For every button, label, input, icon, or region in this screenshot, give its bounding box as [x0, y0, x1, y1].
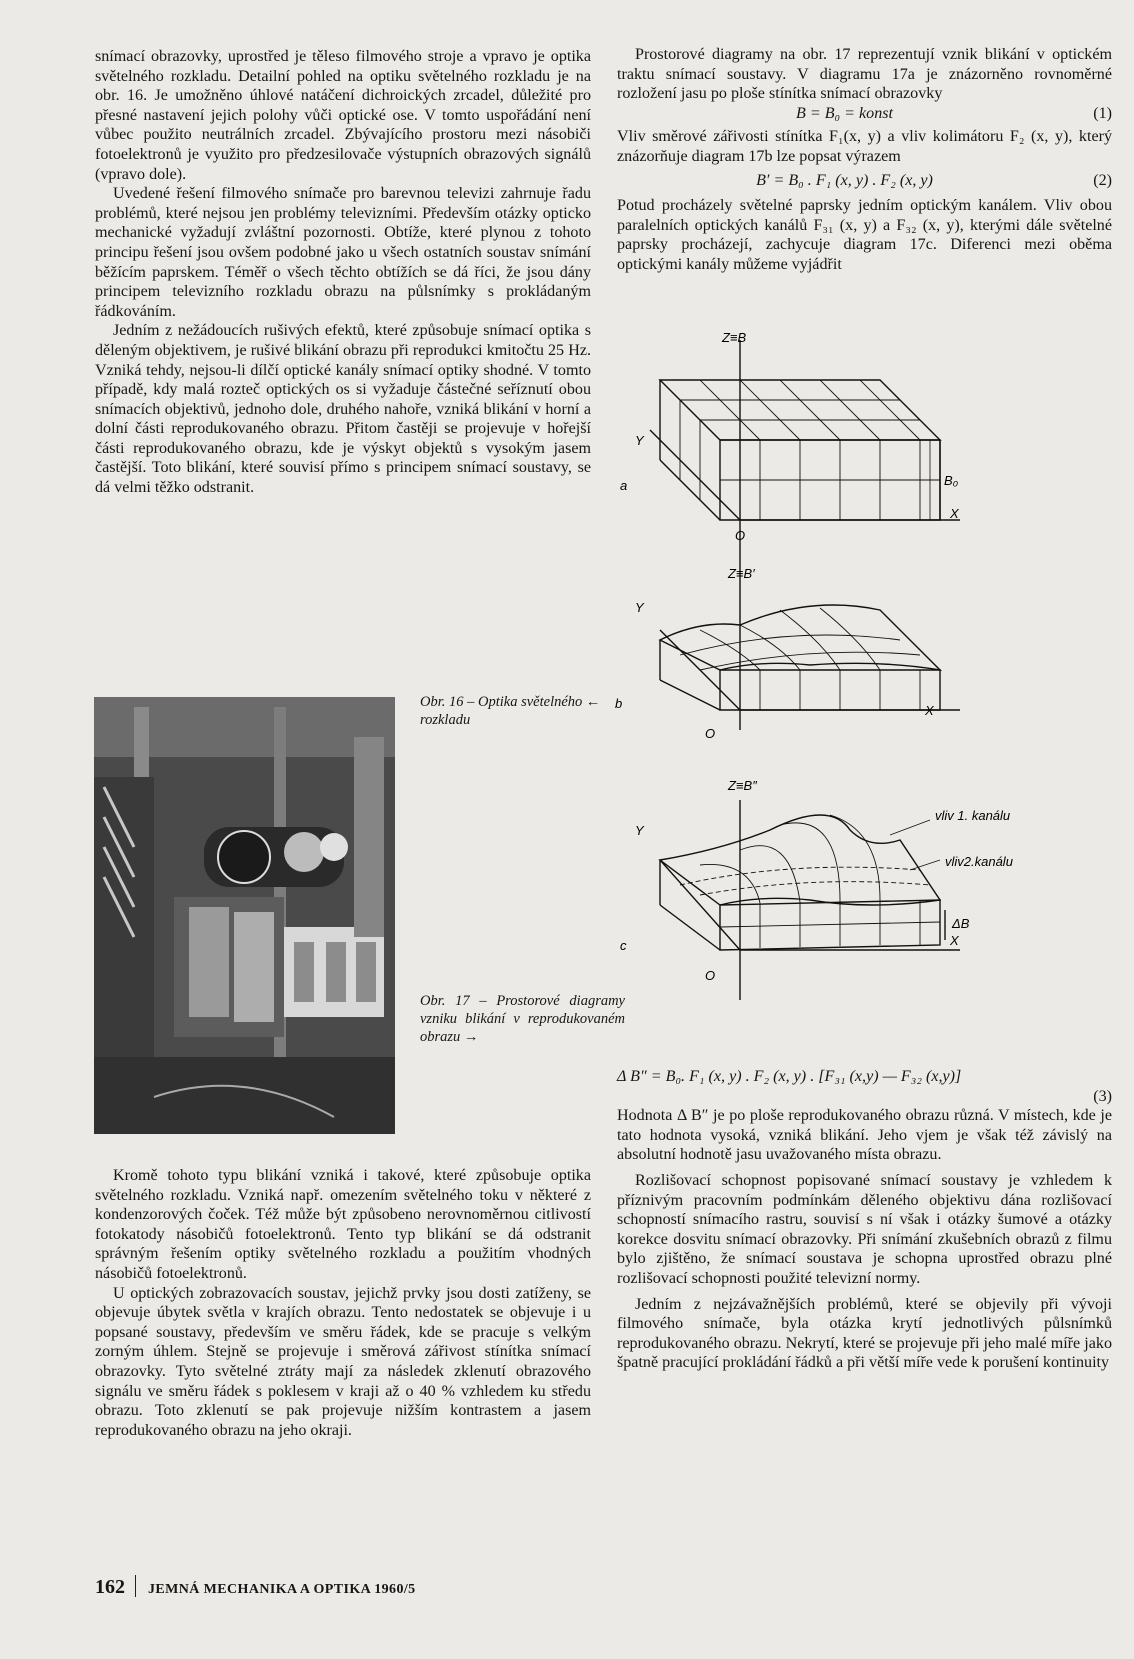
- figure-17-caption: Obr. 17 – Prostorové diagramy vzniku blikání v reprodukovaném obrazu →: [420, 993, 625, 1045]
- paragraph: Rozlišovací schopnost popisované snímací soustavy je vzhledem k příznivým pracovním podmínkám děleného objektivu dána rozlišovací schopností snímacího rastru, souvisí s ní však i otázky šumové a otázky korekce dosvitu snímací obrazovky. Při snímání zkušebních obrazů z filmu bylo zjištěno, že snímací soustava je schopna uprostřed obrazu plné rozlišovací schopnosti použité televizní normy.: [617, 1171, 1112, 1287]
- journal-name: JEMNÁ MECHANIKA A OPTIKA 1960/5: [148, 1582, 416, 1597]
- right-column-bottom: [617, 1067, 1112, 1373]
- diagram-c-delta-b-label: ΔB: [952, 916, 970, 931]
- diagram-c-y-label: Y: [635, 823, 644, 838]
- diagram-c-channel-1-label: vliv 1. kanálu: [935, 808, 1011, 823]
- paragraph: Potud procházely světelné paprsky jedním optickým kanálem. Vliv obou paralelních optických kanálů F₃₁ (x, y) a F₃₂ (x, y), kterými dále světelné paprsky procházejí, zachycuje diagram 17c. Diferenci mezi oběma optickými kanály můžeme vyjádřit: [617, 197, 1112, 273]
- diagram-a-tag: a: [620, 478, 628, 493]
- page-footer: [95, 1575, 416, 1599]
- equation-3: Δ B″ = B₀. F₁ (x, y) . F₂ (x, y) . [F₃₁ (x,y) — F₃₂ (x,y)]: [617, 1068, 962, 1085]
- diagram-a-x-label: X: [950, 506, 959, 521]
- paragraph: Vliv směrové zářivosti stínítka F₁(x, y) a vliv kolimátoru F₂ (x, y), který znázorňuje diagram 17b lze popsat výrazem: [617, 128, 1112, 165]
- figure-16-photo: [94, 697, 395, 1134]
- left-column-bottom: [95, 1166, 591, 1440]
- diagram-c-origin: O: [705, 968, 716, 983]
- diagram-c-tag: c: [620, 938, 627, 953]
- diagram-c-channel-2-label: vliv2.kanálu: [945, 854, 1013, 869]
- equation-1: B = B₀ = konst (1): [795, 104, 1112, 122]
- diagram-a-z-label: Z≡B: [722, 330, 747, 345]
- diagram-b-y-label: Y: [635, 600, 644, 615]
- diagram-a-y-label: Y: [635, 433, 644, 448]
- diagram-b-tag: b: [615, 696, 623, 711]
- equation-3-number: (3): [1093, 1087, 1112, 1105]
- right-column: [617, 45, 1112, 273]
- figure-16-caption: Obr. 16 – Optika světelného ← rozkladu: [420, 694, 601, 728]
- paragraph: Uvedené řešení filmového snímače pro barevnou televizi zahrnuje řadu problémů, které nejsou jen problémy televizními. Především otázky opticko mechanické vyžadují zvláštní pozornosti. Obtíže, které plynou z tohoto principu řešení jsou ovšem podobné jako u všech ostatních soustav snímání běžícím paprskem. Téměř o všech těchto obtížích se dá říci, že jsou dány principem televizního rozkladu obrazu na půlsnímky s prokládaným řádkováním.: [95, 185, 591, 320]
- paragraph: Hodnota Δ B″ je po ploše reprodukovaného obrazu různá. V místech, kde je tato hodnota vysoká, vzniká blikání. Jeho vjem je však též závislý na absolutní hodnotě jasu uvažovaného místa obrazu.: [617, 1107, 1112, 1164]
- paragraph: Kromě tohoto typu blikání vzniká i takové, které způsobuje optika světelného rozkladu. Vzniká např. omezením světelného toku v některé z kondenzorových čoček. Též může být způsobeno nerovnoměrnou citlivostí fotokatody násobičů fotoelektronů. Tento typ blikání se dá odstranit správným řešením optiky světelného rozkladu a použitím vhodných násobičů fotoelektronů.: [95, 1167, 591, 1282]
- paragraph: Jedním z nežádoucích rušivých efektů, které způsobuje snímací optika s děleným objektivem, je rušivé blikání obrazu při reprodukci kmitočtu 25 Hz. Vzniká tehdy, nejsou-li dílčí optické kanály snímací optiky shodné. V tomto případě, kdy malá rozteč optických os si vyžaduje částečné seříznutí obou snímacích objektivů, jednoho dole, druhého nahoře, vzniká blikání v horní a dolní části reprodukovaného obrazu. Přitom častěji se projevuje v hořejší části reprodukovaného obrazu, kde je výskyt objektů s vysokým jasem častější. Toto blikání, které souvisí přímo s principem snímací soustavy, se dá velmi těžko odstranit.: [95, 322, 591, 497]
- diagram-c-x-label: X: [950, 933, 959, 948]
- diagram-b-origin: O: [705, 726, 716, 741]
- paragraph: Jedním z nejzávažnějších problémů, které se objevily při vývoji filmového snímače, byla otázka krytí jednotlivých půlsnímků reprodukovaného obrazu. Nekrytí, které se projevuje při jeho malé míře jako špatně pracující prokládání řádků a při větší míře vede k porušení kontinuity: [617, 1295, 1112, 1372]
- paragraph: U optických zobrazovacích soustav, jejichž prvky jsou dosti zatíženy, se objevuje úbytek světla v krajích obrazu. Tento nedostatek se objevuje i u popsané soustavy, především ve směru řádek, kde se pracuje s velkým zorným úhlem. Stejně se projevuje i směrová zářivost stínítka snímací obrazovky. Tyto světelné ztráty mají za následek zklenutí obrazového signálu ve směru řádek s poklesem v kraji až o 40 % vzhledem ku středu obrazu. Toto zklenutí se pak projevuje nižším kontrastem a jasem reprodukovaného obrazu na jeho okraji.: [95, 1284, 591, 1439]
- diagram-a-b0-label: B₀: [944, 473, 959, 488]
- equation-2: B′ = B₀ . F₁ (x, y) . F₂ (x, y) (2): [756, 171, 1112, 189]
- paragraph: snímací obrazovky, uprostřed je těleso filmového stroje a vpravo je optika světelného rozkladu. Detailní pohled na optiku světelného rozkladu je na obr. 16. Je umožněno úhlové natáčení dichroických zrcadel, důležité pro přesné nastavení jejich polohy vůči optické ose. V tomto uspořádání není vůbec použito neutrálních zrcadel. Zbývajícího prostoru mezi násobiči fotoelektronů je využito pro předzesilovače výstupních obrazových signálů (vpravo dole).: [95, 48, 591, 183]
- diagram-b-x-label: X: [925, 703, 934, 718]
- left-column: [95, 47, 591, 498]
- figure-17-diagram: [615, 330, 1120, 1060]
- paragraph: Prostorové diagramy na obr. 17 reprezentují vznik blikání v optickém traktu snímací soustavy. V diagramu 17a je znázorněno rovnoměrné rozložení jasu po ploše stínítka snímací obrazovky: [617, 46, 1112, 103]
- diagram-a-origin: O: [735, 528, 746, 543]
- page-number: 162: [95, 1576, 125, 1598]
- diagram-c-z-label: Z≡B″: [728, 778, 757, 793]
- diagram-b-z-label: Z≡B′: [728, 566, 755, 581]
